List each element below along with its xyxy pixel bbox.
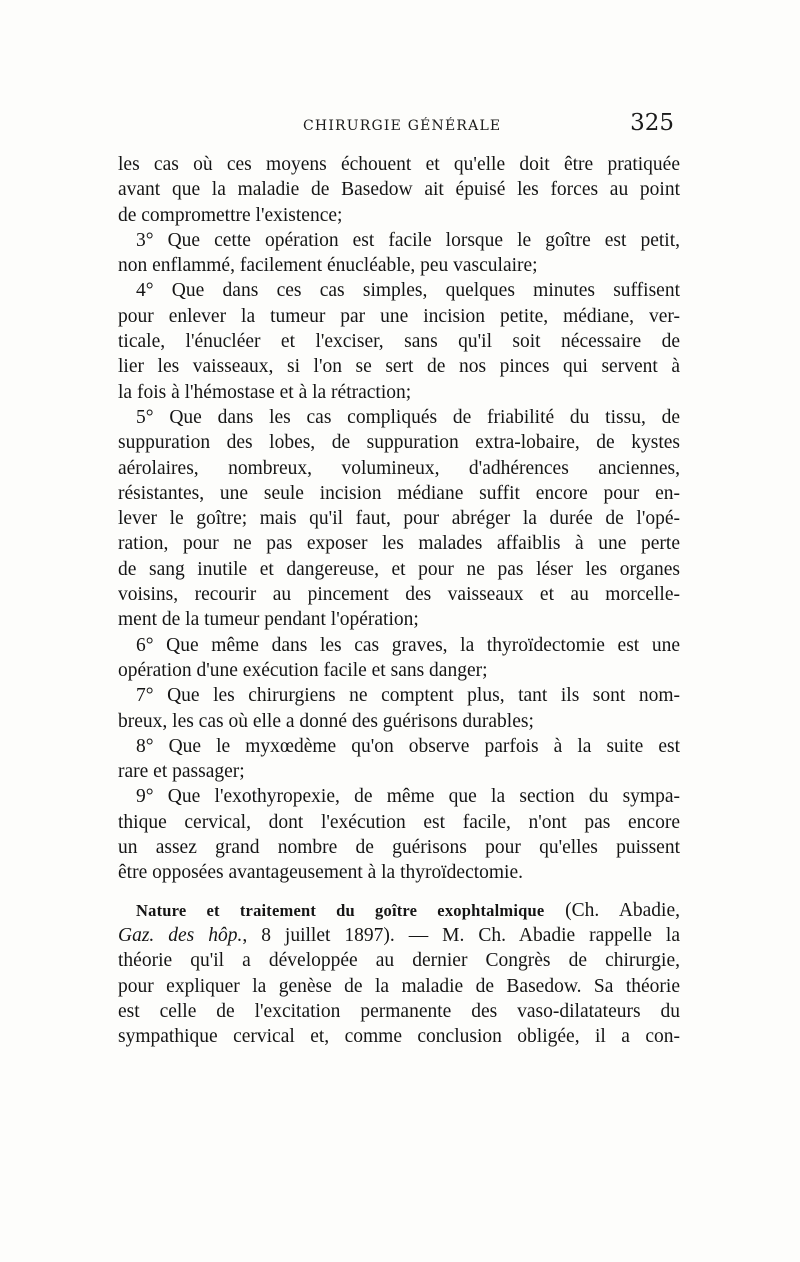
running-title: CHIRURGIE GÉNÉRALE [303,118,502,134]
text-line: aérolaires, nombreux, volumineux, d'adhérences anciennes, [118,457,680,479]
text-line: pour enlever la tumeur par une incision petite, médiane, ver- [118,305,680,327]
citation-open: (Ch. Abadie, [544,899,680,921]
abstract-first-line [118,898,680,923]
text-line: ment de la tumeur pendant l'opération; [118,609,419,631]
journal-name: Gaz. des hôp. [118,924,243,946]
text-line: ticale, l'énucléer et l'exciser, sans qu'il soit nécessaire de [118,331,680,353]
text-line: sympathique cervical et, comme conclusion obligée, il a con- [118,1026,680,1048]
text-line: avant que la maladie de Basedow ait épuisé les forces au point [118,179,680,201]
text-line: 8° Que le myxœdème qu'on observe parfois à la suite est [136,735,680,757]
body-text [118,152,680,1049]
text-line: 3° Que cette opération est facile lorsque le goître est petit, [136,229,680,251]
text-line: rare et passager; [118,761,245,783]
text-line: 5° Que dans les cas compliqués de friabilité du tissu, de [136,406,680,428]
page-number: 325 [630,110,674,136]
abstract-title: Nature et traitement du goître exophtalmique [136,900,545,920]
text-line: 4° Que dans ces cas simples, quelques minutes suffisent [136,280,680,302]
text-line: suppuration des lobes, de suppuration extra-lobaire, de kystes [118,432,680,454]
text-line: lever le goître; mais qu'il faut, pour abréger la durée de l'opé- [118,508,680,530]
text-line: 6° Que même dans les cas graves, la thyroïdectomie est une [136,634,680,656]
text-line: 7° Que les chirurgiens ne comptent plus, tant ils sont nom- [136,685,680,707]
text-line: pour expliquer la genèse de la maladie de Basedow. Sa théorie [118,975,680,997]
text-line: est celle de l'excitation permanente des vaso-dilatateurs du [118,1000,680,1022]
text-line: non enflammé, facilement énucléable, peu vasculaire; [118,255,538,277]
text-line: 9° Que l'exothyropexie, de même que la section du sympa- [136,786,680,808]
text-line: la fois à l'hémostase et à la rétraction; [118,381,412,403]
text-line: opération d'une exécution facile et sans danger; [118,659,488,681]
text-line: breux, les cas où elle a donné des guérisons durables; [118,710,534,732]
text-line: thique cervical, dont l'exécution est facile, n'ont pas encore [118,811,680,833]
text-line: être opposées avantageusement à la thyroïdectomie. [118,862,524,884]
abstract-citation-line [118,923,680,948]
running-head [118,110,680,144]
text-line: ration, pour ne pas exposer les malades affaiblis à une perte [118,533,680,555]
citation-rest: , 8 juillet 1897). — M. Ch. Abadie rappelle la [242,924,680,946]
text-line: théorie qu'il a développée au dernier Congrès de chirurgie, [118,950,680,972]
text-line: de sang inutile et dangereuse, et pour ne pas léser les organes [118,558,680,580]
text-line: résistantes, une seule incision médiane suffit encore pour en- [118,482,680,504]
text-line: lier les vaisseaux, si l'on se sert de nos pinces qui servent à [118,356,680,378]
text-line: les cas où ces moyens échouent et qu'elle doit être pratiquée [118,154,680,175]
text-line: un assez grand nombre de guérisons pour qu'elles puissent [118,837,680,859]
text-line: de compromettre l'existence; [118,204,343,226]
text-line: voisins, recourir au pincement des vaisseaux et au morcelle- [118,584,680,606]
section-gap [118,886,680,898]
